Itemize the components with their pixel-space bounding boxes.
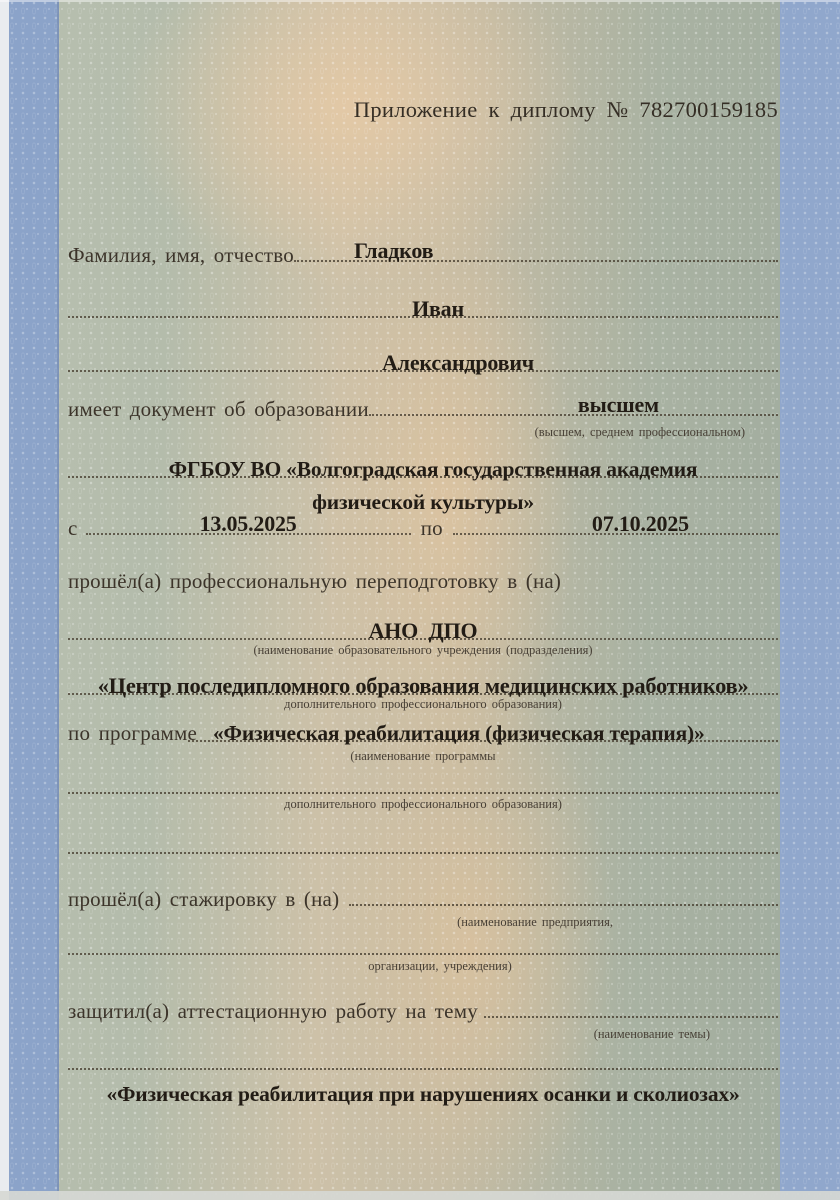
dotted-line <box>68 1068 778 1070</box>
field-attestation <box>68 997 778 1041</box>
attestation-topic-value: «Физическая реабилитация при нарушениях осанки и сколиозах» <box>106 1082 740 1106</box>
form-content <box>68 0 778 1200</box>
dotted-line <box>68 953 778 955</box>
period-to-value: 07.10.2025 <box>591 511 689 536</box>
document-title: Приложение к диплому № 782700159185 <box>353 97 778 122</box>
org-name-hint: дополнительного профессионального образования) <box>284 697 562 711</box>
education-value: высшем <box>577 392 659 417</box>
program-hint2: дополнительного профессионального образования) <box>284 797 562 811</box>
field-full-name <box>68 238 778 269</box>
period-to-label: по <box>420 516 443 540</box>
period-from-label: с <box>68 516 78 540</box>
dotted-line <box>453 511 778 536</box>
org-hint: (наименование образовательного учреждения (подразделения) <box>253 643 593 657</box>
internship-label: прошёл(а) стажировку в (на) <box>68 887 340 911</box>
dotted-line <box>68 792 778 794</box>
field-attestation-topic <box>68 1076 778 1106</box>
page-edge-bottom <box>0 1191 840 1200</box>
security-band-left <box>9 0 59 1200</box>
org-abbr-value: АНО ДПО <box>368 618 478 643</box>
field-org-name <box>68 668 778 711</box>
institution-line2: физической культуры» <box>312 490 534 514</box>
field-retraining-label <box>68 567 778 595</box>
retraining-label: прошёл(а) профессиональную переподготовку в (на) <box>68 569 562 593</box>
dotted-line <box>349 904 778 906</box>
internship-hint2: организации, учреждения) <box>368 959 512 973</box>
field-org-abbr <box>68 613 778 657</box>
page-edge-top <box>0 0 840 2</box>
dotted-line <box>86 511 411 536</box>
internship-hint1: (наименование предприятия, <box>457 915 613 929</box>
field-patronymic <box>68 345 778 375</box>
dotted-line <box>68 852 778 854</box>
patronymic-value: Александрович <box>381 350 535 375</box>
field-program <box>68 715 778 763</box>
attestation-label: защитил(а) аттестационную работу на тему <box>68 999 478 1023</box>
program-label: по программе <box>68 721 197 745</box>
dotted-line <box>369 392 778 417</box>
institution-line1: ФГБОУ ВО «Волгоградская государственная академия <box>168 457 698 481</box>
program-value: «Физическая реабилитация (физическая терапия)» <box>213 721 705 745</box>
dotted-line <box>484 1016 778 1018</box>
field-first-name <box>68 291 778 321</box>
dotted-line <box>294 238 778 263</box>
page-edge-left <box>0 0 9 1200</box>
org-name-value: «Центр последипломного образования медицинских работников» <box>97 673 749 698</box>
field-education-level <box>68 392 778 439</box>
field-internship <box>68 885 778 929</box>
field-period <box>68 511 778 542</box>
education-label: имеет документ об образовании <box>68 397 369 421</box>
education-hint: (высшем, среднем профессиональном) <box>534 425 745 439</box>
program-hint: (наименование программы <box>350 749 496 763</box>
security-band-right <box>780 0 840 1200</box>
last-name-value: Гладков <box>353 238 434 263</box>
first-name-value: Иван <box>412 296 464 321</box>
full-name-label: Фамилия, имя, отчество <box>68 243 294 267</box>
attestation-hint: (наименование темы) <box>593 1027 710 1041</box>
period-from-value: 13.05.2025 <box>199 511 297 536</box>
field-institution-line1 <box>68 451 778 481</box>
